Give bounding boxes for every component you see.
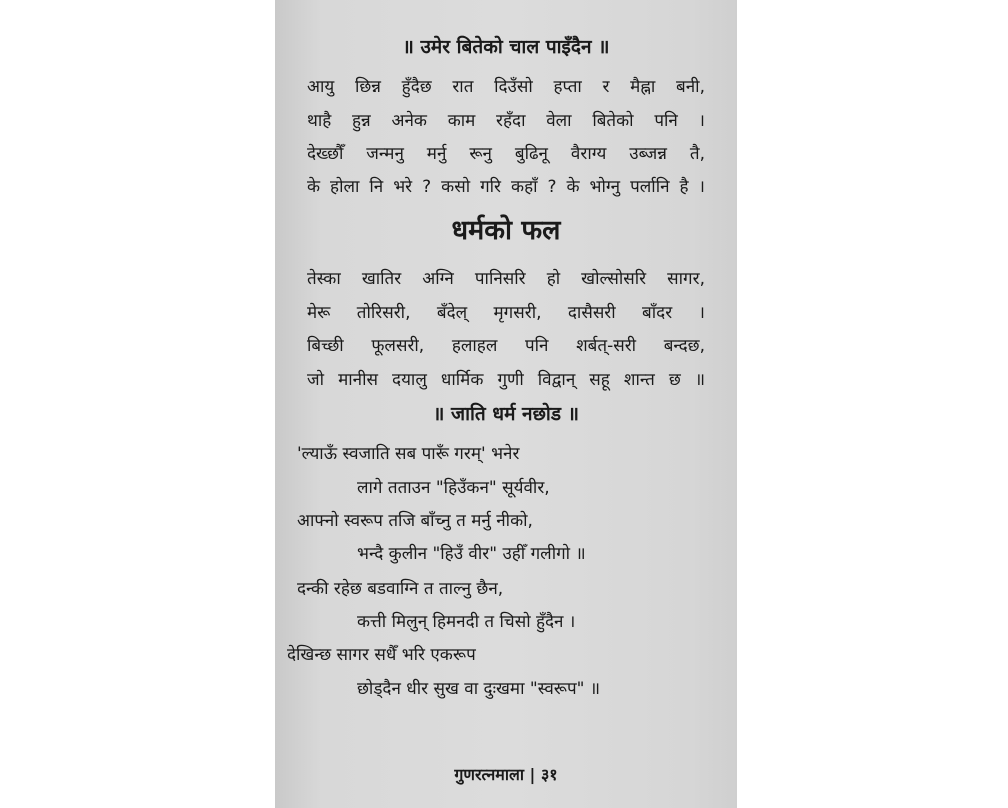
verse-line: भन्दै कुलीन "हिउँ वीर" उहीँ गलीगो ॥: [357, 544, 586, 564]
verse-line: आयु छिन्न हुँदैछ रात दिउँसो हप्ता र मैह्ना बनी,: [307, 77, 705, 97]
verse-line: 'ल्याऊँ स्वजाति सब पारूँ गरम्' भनेर: [297, 444, 520, 464]
verse-line: बिच्छी फूलसरी, हलाहल पनि शर्बत्-सरी बन्दछ,: [307, 336, 705, 356]
page-footer: गुणरत्नमाला | ३१: [454, 765, 558, 784]
verse-line: जो मानीस दयालु धार्मिक गुणी विद्वान् सहू शान्त छ ॥: [307, 370, 705, 390]
heading-umer-biteko: ॥ उमेर बितेको चाल पाइँदैन ॥: [402, 36, 610, 58]
verse-line: आफ्नो स्वरूप तजि बाँच्नु त मर्नु नीको,: [297, 511, 533, 531]
verse-line: मेरू तोरिसरी, बँदेल् मृगसरी, दासैसरी बाँदर ।: [307, 303, 705, 323]
verse-line: देख्छौँ जन्मनु मर्नु रूनु बुढिनू वैराग्य उब्जन्न तै,: [307, 144, 705, 164]
verse-line: तेस्का खातिर अग्नि पानिसरि हो खोल्सोसरि सागर,: [307, 269, 705, 289]
verse-line: के होला नि भरे ? कसो गरि कहाँ ? के भोग्नु पर्लानि है ।: [307, 177, 705, 197]
book-page: [275, 0, 737, 808]
heading-jati-dharma: ॥ जाति धर्म नछोड ॥: [433, 403, 579, 425]
verse-line: कत्ती मिलुन् हिमनदी त चिसो हुँदैन ।: [357, 612, 576, 632]
verse-line: छोड्दैन धीर सुख वा दुःखमा "स्वरूप" ॥: [357, 679, 601, 699]
verse-line: थाहै हुन्न अनेक काम रहँदा वेला बितेको पनि ।: [307, 111, 705, 131]
verse-line: देखिन्छ सागर सधैँ भरि एकरूप: [287, 645, 476, 665]
verse-line: दन्की रहेछ बडवाग्नि त ताल्नु छैन,: [297, 579, 504, 599]
verse-line: लागे तताउन "हिउँकन" सूर्यवीर,: [357, 478, 550, 498]
heading-dharma-ko-phal: धर्मको फल: [451, 215, 561, 246]
